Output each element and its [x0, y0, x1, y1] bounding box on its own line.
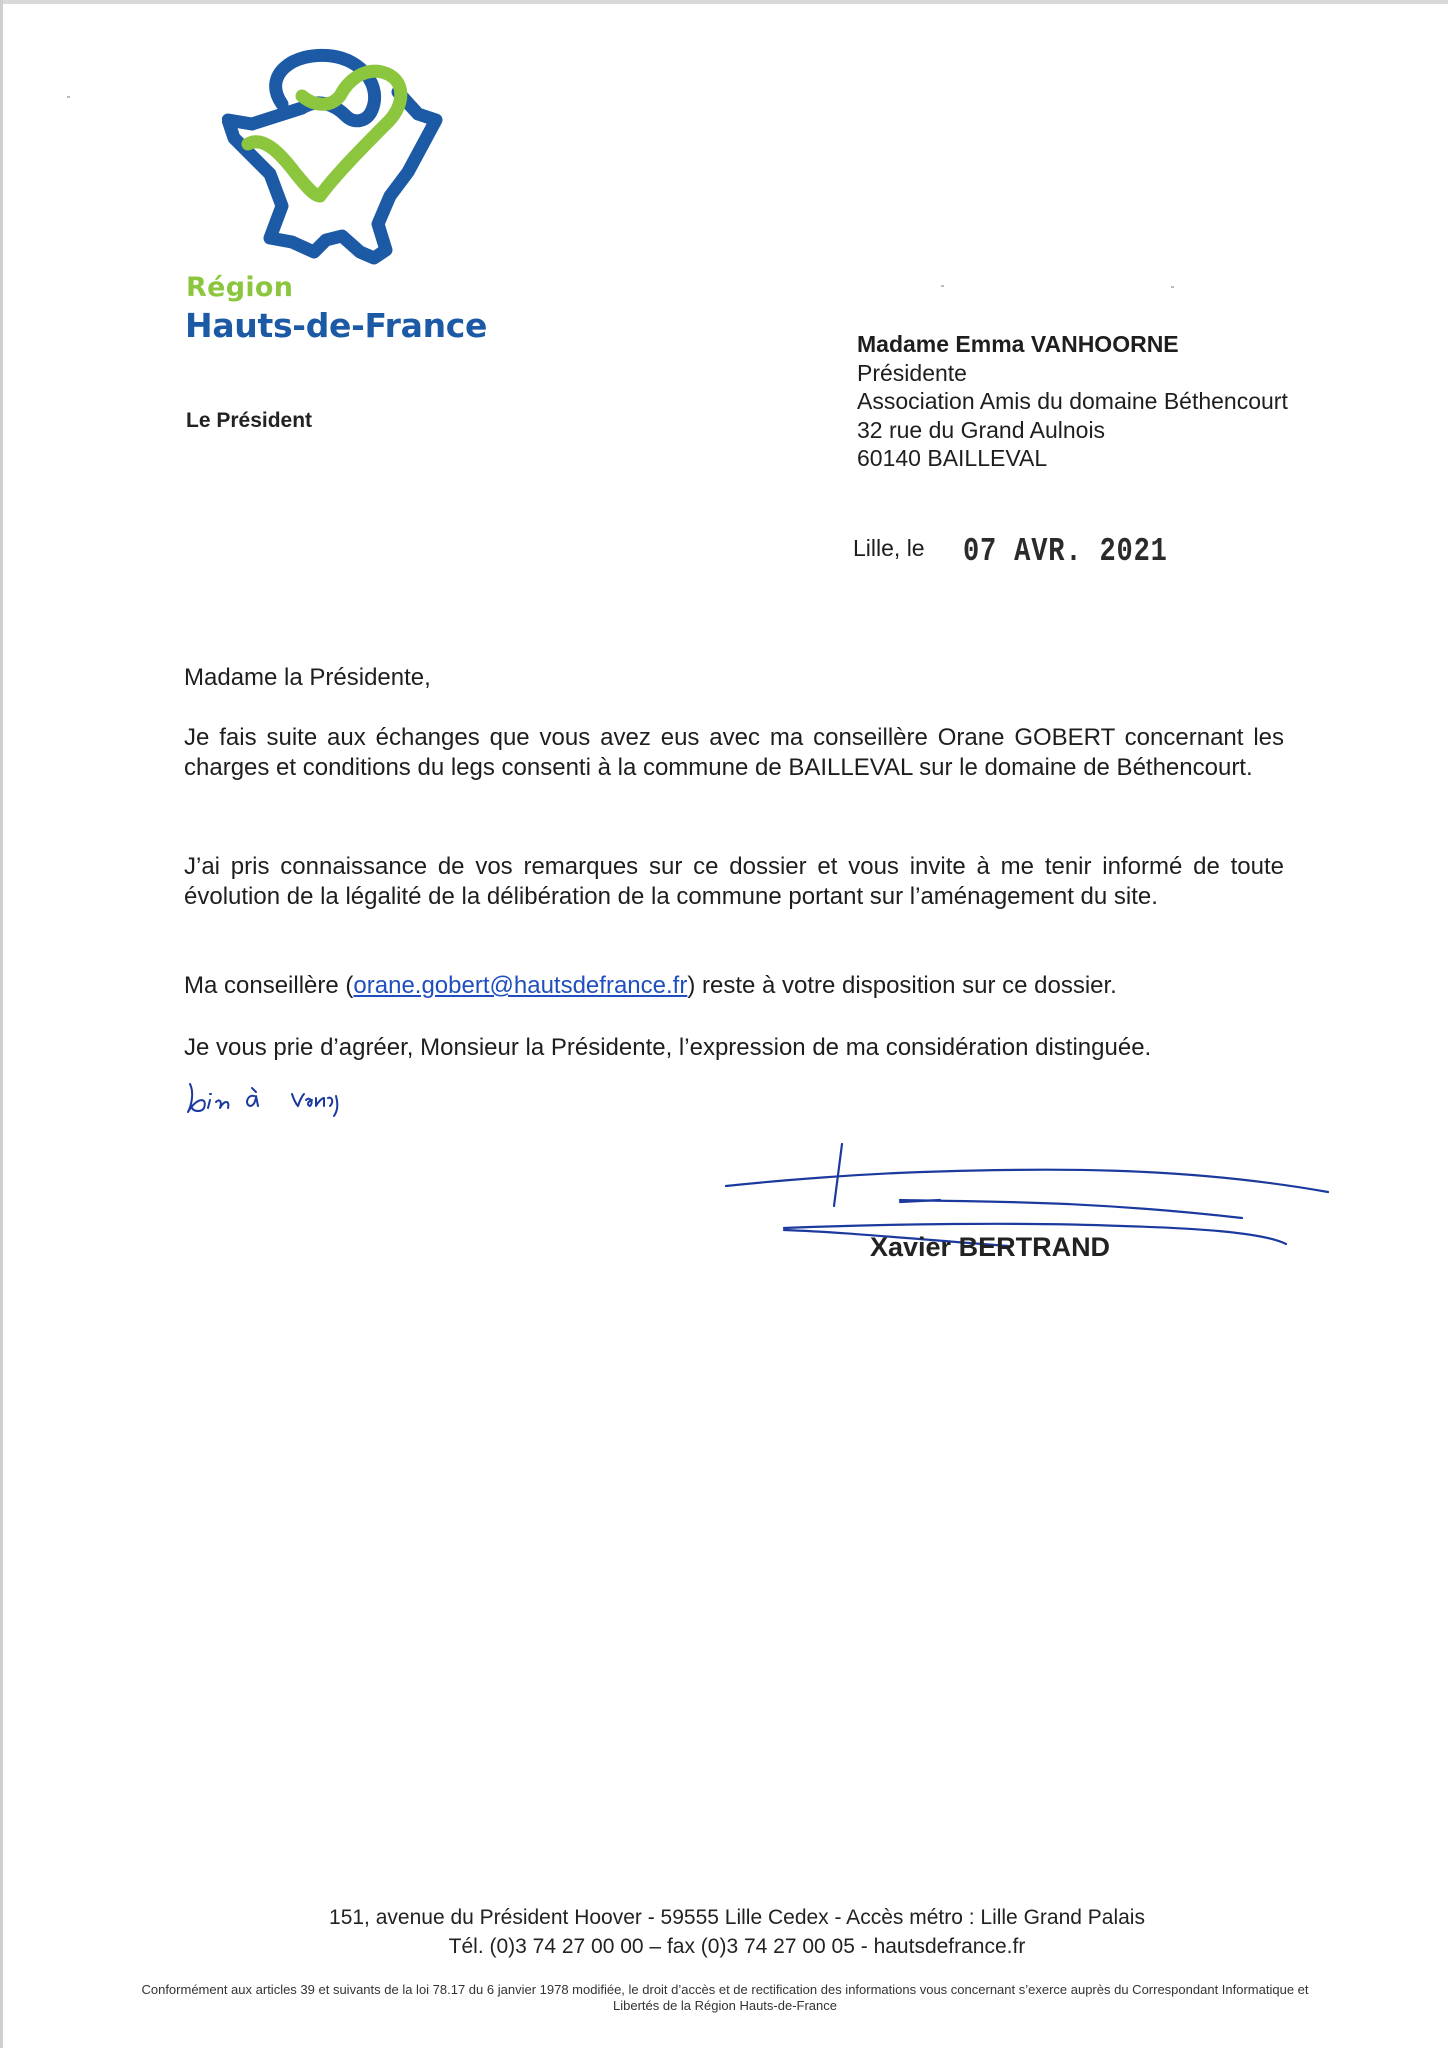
paragraph-text: ) reste à votre disposition sur ce dossier.	[687, 972, 1117, 999]
recipient-city: 60140 BAILLEVAL	[857, 445, 1048, 471]
letter-paragraph	[184, 971, 1284, 1001]
paragraph-text: Ma conseillère (	[184, 972, 354, 999]
recipient-organization: Association Amis du domaine Béthencourt	[857, 388, 1288, 414]
scan-speck	[1171, 286, 1174, 288]
closing-formula: Je vous prie d’agréer, Monsieur la Présidente, l’expression de ma considération distinguée.	[184, 1034, 1152, 1061]
legal-notice: Conformément aux articles 39 et suivants de la loi 78.17 du 6 janvier 1978 modifiée, le droit d’accès et de rectification des informations vous concernant s’exerce auprès du Correspondant Informatique et Libertés de la Région Hauts-de-France	[141, 1982, 1309, 2013]
recipient-street: 32 rue du Grand Aulnois	[857, 416, 1106, 443]
page-left-edge	[0, 0, 3, 2048]
date-stamp: 07 AVR. 2021	[962, 533, 1168, 570]
scan-speck	[941, 285, 944, 287]
region-name: Hauts-de-France	[185, 306, 488, 345]
letter-paragraph: J’ai pris connaissance de vos remarques sur ce dossier et vous invite à me tenir informé de toute évolution de la légalité de la délibération de la commune portant sur l’aménagement du site.	[184, 853, 1284, 910]
footer-address-line: 151, avenue du Président Hoover - 59555 Lille Cedex - Accès métro : Lille Grand Palais	[329, 1906, 1145, 1929]
salutation: Madame la Présidente,	[184, 664, 431, 691]
footer-contact-line: Tél. (0)3 74 27 00 00 – fax (0)3 74 27 00 05 - hautsdefrance.fr	[448, 1935, 1026, 1958]
advisor-email-link[interactable]: orane.gobert@hautsdefrance.fr	[353, 972, 688, 999]
letter-paragraph: Je fais suite aux échanges que vous avez eus avec ma conseillère Orane GOBERT concernant les charges et conditions du legs consenti à la commune de BAILLEVAL sur le domaine de Béthencourt.	[184, 724, 1284, 781]
region-logo-icon	[222, 46, 448, 268]
handwritten-note	[182, 1072, 382, 1122]
scan-speck	[67, 96, 70, 98]
recipient-address-block	[857, 330, 1288, 473]
page-top-edge	[0, 0, 1448, 4]
recipient-role: Présidente	[857, 359, 967, 386]
signatory-name: Xavier BERTRAND	[870, 1232, 1111, 1262]
sender-title: Le Président	[186, 409, 313, 432]
region-word: Région	[186, 272, 294, 303]
recipient-name: Madame Emma VANHOORNE	[857, 331, 1179, 357]
footer-address	[0, 1903, 1448, 1961]
date-label: Lille, le	[853, 535, 925, 561]
date-line	[853, 533, 1212, 570]
